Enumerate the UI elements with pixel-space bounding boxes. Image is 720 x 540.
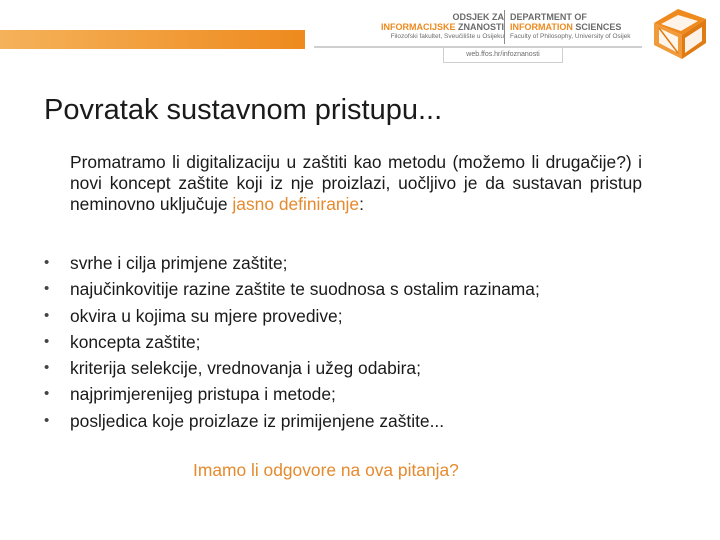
bullet-icon: •: [44, 280, 50, 298]
list-item: [44, 355, 540, 381]
list-item-text: posljedica koje proizlaze iz primijenjene zaštite...: [70, 410, 445, 431]
list-item: [44, 408, 540, 434]
bullet-icon: •: [44, 385, 50, 403]
list-item: [44, 276, 540, 302]
cube-logo-icon: [648, 5, 712, 61]
department-separator: [504, 10, 505, 44]
dept-en-line2: [510, 22, 631, 32]
dept-en-line2-b: SCIENCES: [575, 22, 622, 32]
bullet-icon: •: [44, 359, 50, 377]
bullet-icon: •: [44, 332, 50, 350]
bullet-list: [44, 250, 540, 434]
intro-end: :: [359, 194, 364, 214]
dept-hr-line2: [381, 22, 504, 32]
intro-paragraph: [70, 152, 642, 215]
dept-hr-line2-b: ZNANOSTI: [458, 22, 504, 32]
department-name-english: [510, 12, 631, 41]
list-item-text: okvira u kojima su mjere provedive;: [70, 305, 343, 326]
dept-hr-line2-a: INFORMACIJSKE: [380, 22, 456, 32]
slide-title: Povratak sustavnom pristupu...: [44, 94, 443, 126]
header-orange-bar: [0, 30, 305, 49]
bullet-icon: •: [44, 254, 50, 271]
list-item-text: najprimjerenijeg pristupa i metode;: [70, 384, 336, 405]
list-item: [44, 303, 540, 329]
dept-hr-line3: Filozofski fakultet, Sveučilište u Osijeku: [390, 33, 504, 40]
dept-en-line1: DEPARTMENT OF: [510, 12, 587, 22]
closing-question: Imamo li odgovore na ova pitanja?: [193, 460, 459, 480]
bullet-icon: •: [44, 306, 50, 324]
list-item-text: svrhe i cilja primjene zaštite;: [70, 253, 288, 273]
website-url[interactable]: web.ffos.hr/infoznanosti: [443, 48, 563, 63]
list-item: [44, 250, 540, 276]
list-item-text: kriterija selekcije, vrednovanja i užeg odabira;: [70, 358, 421, 379]
bullet-icon: •: [44, 411, 50, 429]
list-item: [44, 329, 540, 355]
department-name-croatian: [381, 12, 504, 41]
intro-text: Promatramo li digitalizaciju u zaštiti kao metodu (možemo li drugačije?) i novi koncept zaštite koji iz nje proizlazi, uočljivo je da sustavan pristup neminovno uključuje: [70, 152, 642, 214]
intro-highlight: jasno definiranje: [232, 194, 360, 214]
list-item-text: najučinkovitije razine zaštite te suodnosa s ostalim razinama;: [70, 279, 540, 300]
list-item-text: koncepta zaštite;: [70, 331, 201, 352]
list-item: [44, 381, 540, 407]
dept-en-line2-a: INFORMATION: [510, 22, 573, 32]
dept-en-line3: Faculty of Philosophy, University of Osijek: [510, 33, 631, 40]
dept-hr-line1: ODSJEK ZA: [452, 12, 504, 22]
